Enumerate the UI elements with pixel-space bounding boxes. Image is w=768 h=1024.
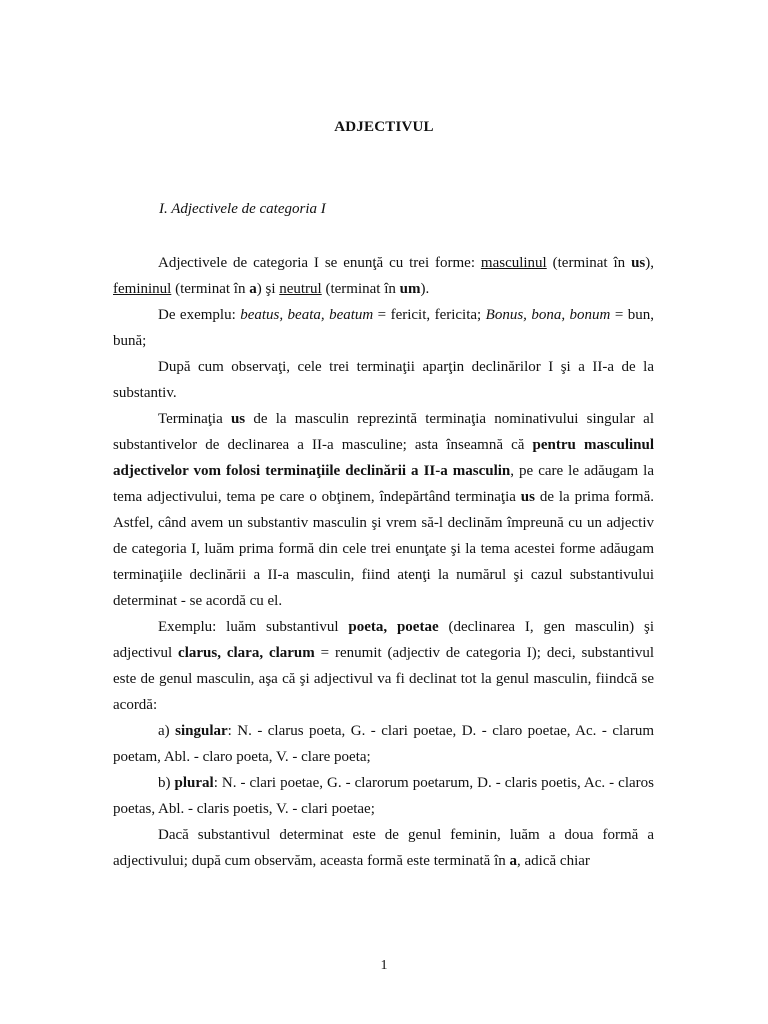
text-run: : N. - clarus poeta, G. - clari poetae, D. - claro poetae, Ac. - clarum poetam, Abl. - claro poeta, V. - clare poeta; (113, 723, 654, 765)
text-run: : N. - clari poetae, G. - clarorum poetarum, D. - claris poetis, Ac. - claros poetas, Abl. - claris poetis, V. - clari poetae; (113, 775, 654, 817)
text-run: Adjectivele de categoria I se enunţă cu trei forme: (158, 255, 481, 271)
text-run: Dacă substantivul determinat este de genul feminin, luăm a doua formă a adjectivului; după cum observăm, aceasta formă este terminată în (113, 827, 654, 869)
text-bold: pentru masculinul adjectivelor vom folosi terminaţiile declinării a II-a masculin (113, 437, 655, 479)
paragraph-7 (113, 770, 654, 822)
text-run: = bun, bună; (113, 307, 654, 349)
text-bold: a (249, 281, 257, 297)
text-bold: singular (175, 723, 228, 739)
text-run: De exemplu: (158, 307, 241, 323)
text-bold: um (399, 281, 421, 297)
text-run: (terminat în (546, 255, 632, 271)
text-italic: beatus, beata, beatum (240, 307, 374, 323)
text-underline: masculinul (480, 255, 547, 271)
text-underline: femininul (113, 281, 172, 297)
text-bold: us (520, 489, 535, 505)
text-run: b) (158, 775, 175, 791)
text-italic: Bonus, bona, bonum (485, 307, 611, 323)
text-run: de la prima formă. Astfel, când avem un substantiv masculin şi vrem să-l declinăm împreună cu un adjectiv de categoria I, luăm prima formă din cele trei enunţate şi la tema acestei forme adăugam terminaţiile declinării a II-a masculin, fiind atenţi la numărul şi cazul substantivului determinat - se acordă cu el. (113, 489, 654, 609)
text-bold: us (631, 255, 646, 271)
paragraph-2 (113, 302, 654, 354)
text-run: (declinarea I, gen masculin) şi adjectivul (113, 619, 654, 661)
text-run: , pe care le adăugam la tema adjectivului, tema pe care o obţinem, îndepărtând terminaţia (113, 463, 654, 505)
text-bold: poeta, poetae (348, 619, 439, 635)
text-bold: plural (174, 775, 214, 791)
text-run: de la masculin reprezintă terminaţia nominativului singular al substantivelor de declinarea a II-a masculine; asta înseamnă că (113, 411, 654, 453)
text-bold: us (230, 411, 246, 427)
text-run: Exemplu: luăm substantivul (158, 619, 349, 635)
text-run: ). (420, 281, 430, 297)
text-bold: a (509, 853, 518, 869)
paragraph-6 (113, 718, 654, 770)
text-underline: neutrul (279, 281, 322, 297)
paragraph-1 (113, 250, 654, 302)
paragraph-3: După cum observaţi, cele trei terminaţii aparţin declinărilor I şi a II-a de la substantiv. (113, 359, 654, 401)
document-body (113, 250, 654, 874)
paragraph-4 (113, 406, 654, 614)
text-run: a) (158, 723, 176, 739)
text-bold: clarus, clara, clarum (178, 645, 315, 661)
paragraph-8 (113, 822, 654, 874)
page-number: 1 (380, 958, 388, 973)
text-run: ) şi (256, 281, 280, 297)
text-run: (terminat în (171, 281, 250, 297)
text-run: Terminaţia (158, 411, 231, 427)
paragraph-5 (113, 614, 654, 718)
text-run: = fericit, fericita; (373, 307, 486, 323)
text-run: , adică chiar (517, 853, 590, 869)
page-title: ADJECTIVUL (334, 119, 434, 135)
text-run: = renumit (adjectiv de categoria I); deci, substantivul este de genul masculin, aşa că şi adjectivul va fi declinat tot la genul masculin, fiindcă se acordă: (113, 645, 654, 713)
text-run: ), (645, 255, 654, 271)
text-run: (terminat în (321, 281, 400, 297)
section-heading: I. Adjectivele de categoria I (159, 201, 326, 217)
